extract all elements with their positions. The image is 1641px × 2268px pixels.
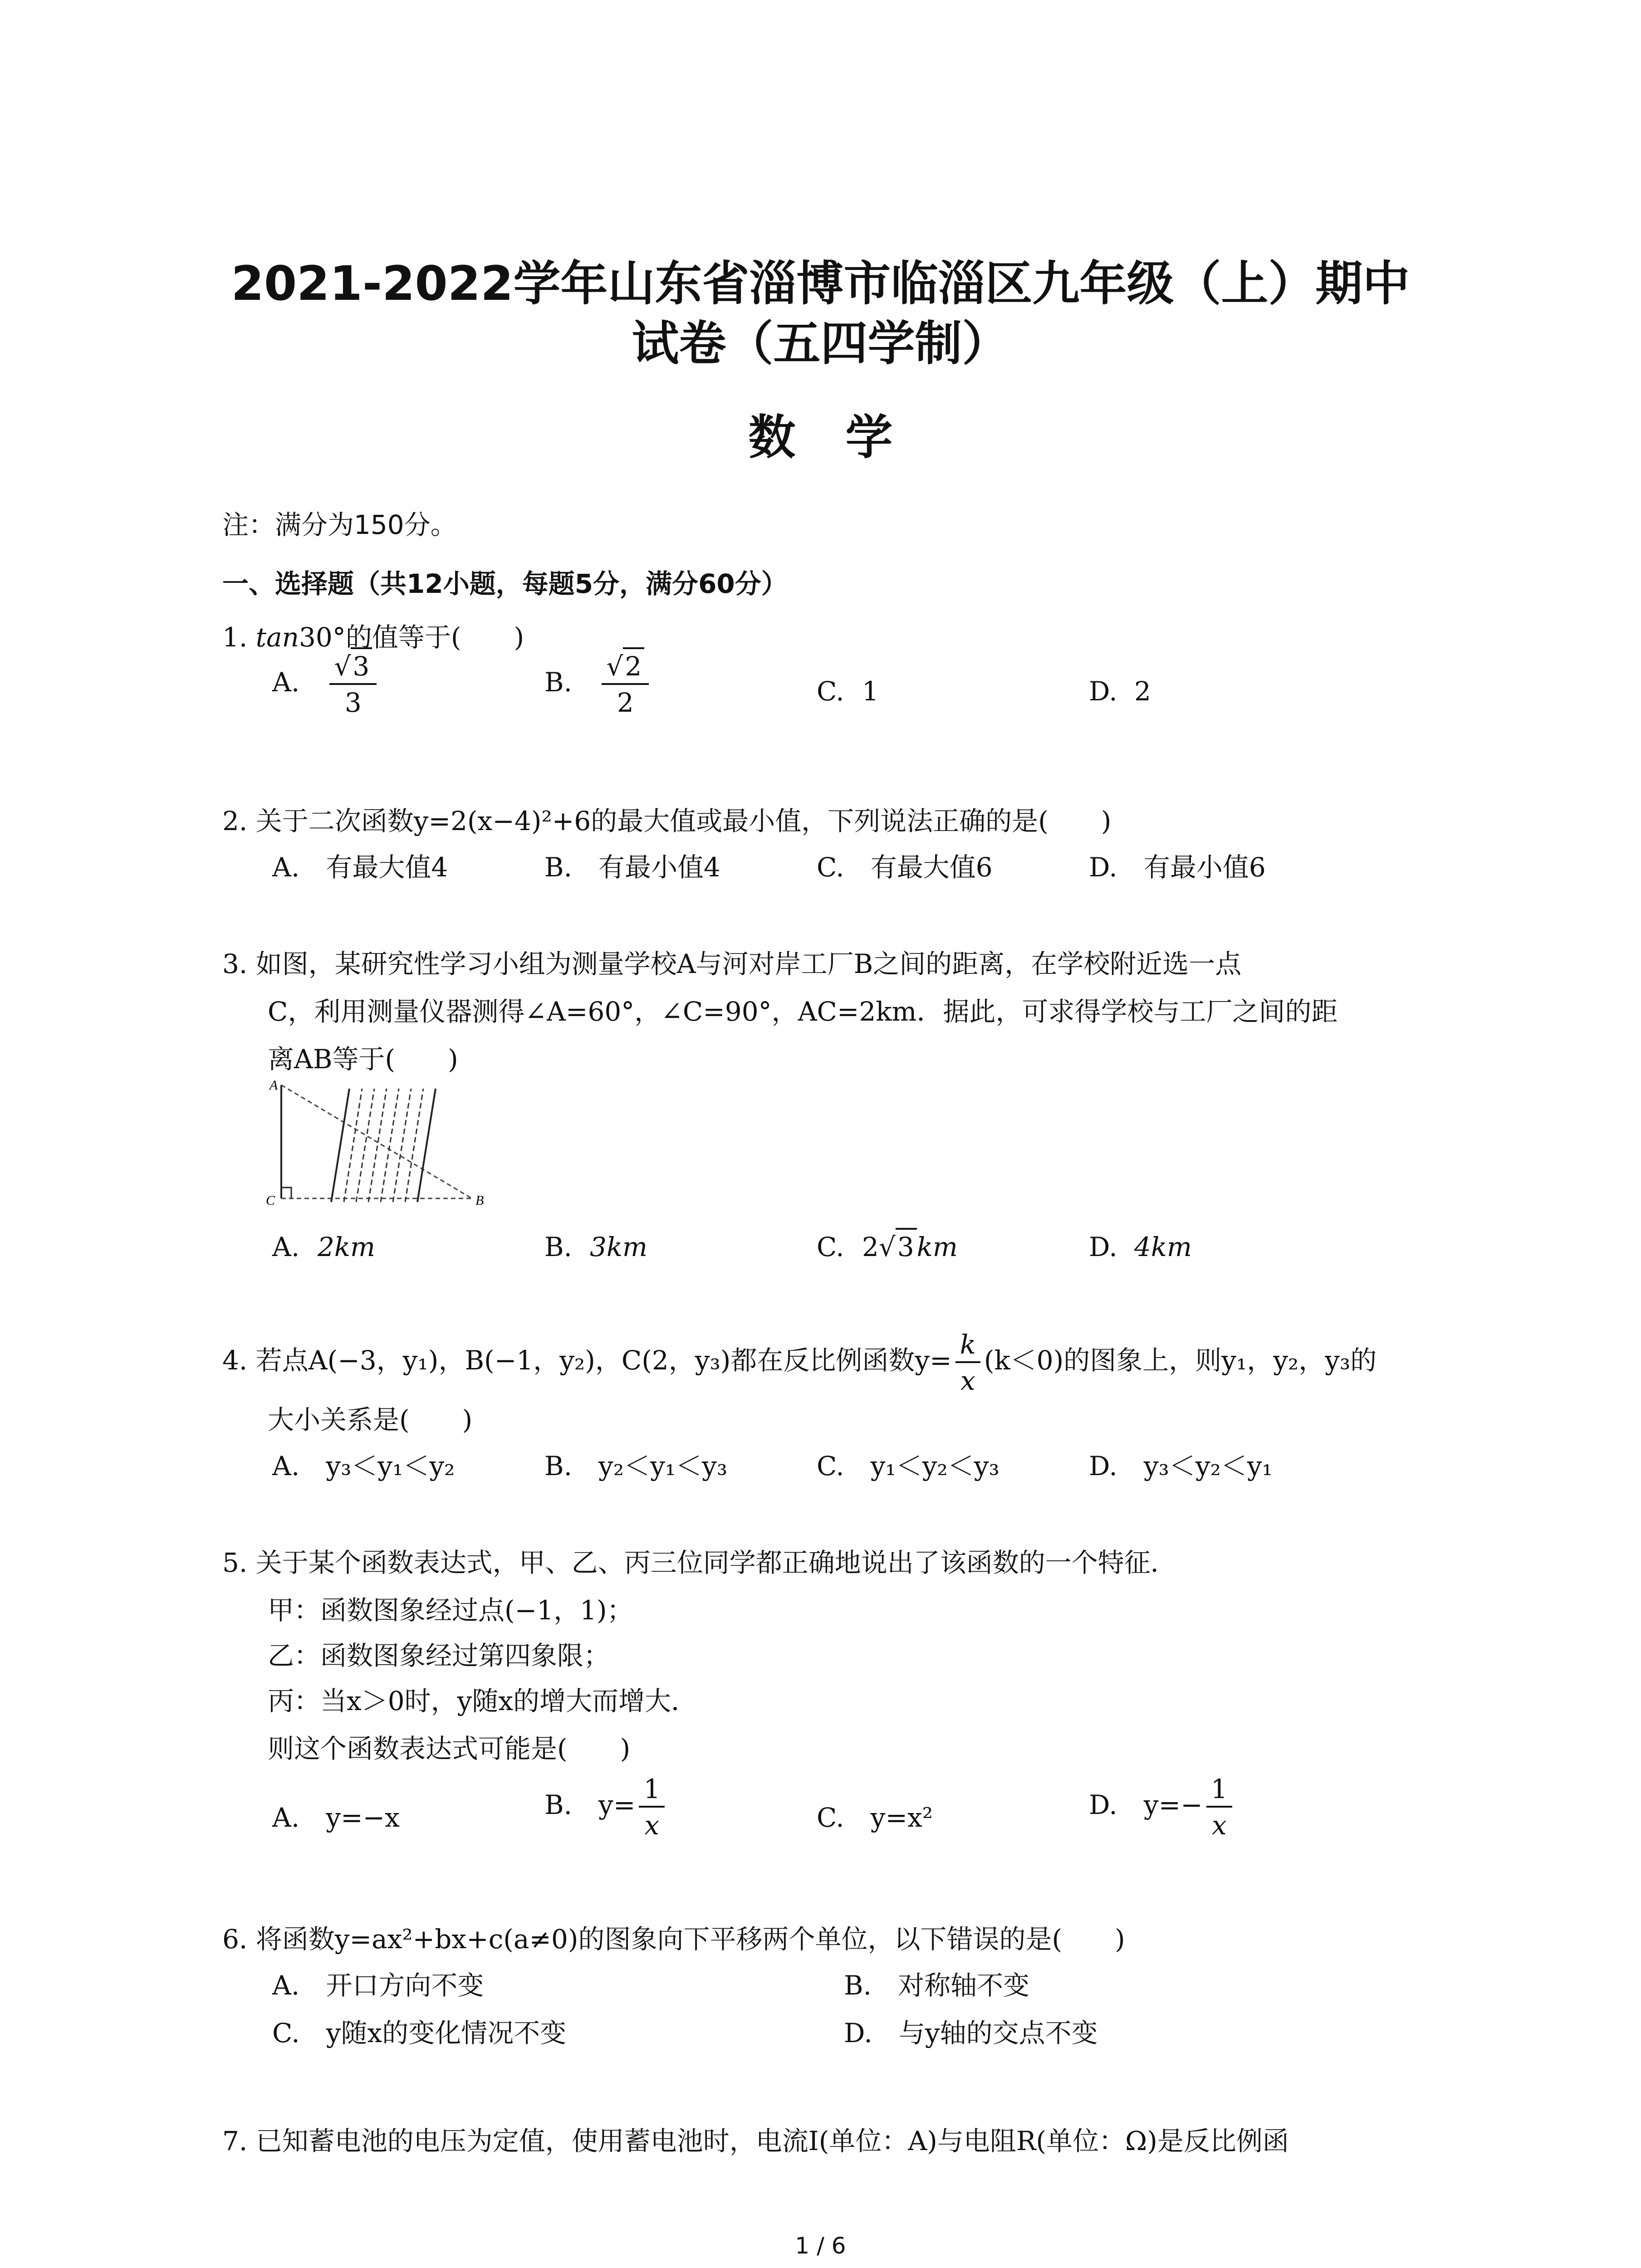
option-label: A.	[272, 667, 300, 698]
q1-option-a[interactable]	[272, 653, 380, 716]
radicand: 2	[623, 647, 644, 682]
denominator: 2	[617, 687, 634, 718]
fraction	[639, 1774, 665, 1841]
sqrt: √3	[879, 1232, 917, 1262]
numerator: 1	[1206, 1776, 1232, 1808]
q3-number: 3.	[222, 948, 248, 979]
option-value: 2	[1134, 676, 1151, 707]
question-3	[222, 941, 1447, 987]
q5-line3: 乙：函数图象经过第四象限；	[268, 1640, 610, 1671]
q5-option-d[interactable]	[1089, 1774, 1236, 1841]
q4-text-a: 若点A(−3，y₁)，B(−1，y₂)，C(2，y₃)都在反比例函数y=	[255, 1345, 952, 1376]
coefficient: 2	[862, 1232, 879, 1262]
q5-line1: 关于某个函数表达式，甲、乙、丙三位同学都正确地说出了该函数的一个特征．	[255, 1547, 1177, 1578]
fraction: $\frac{√2}{2}$	[602, 653, 649, 716]
q4-option-c[interactable]: C. y₁＜y₂＜y₃	[817, 1451, 999, 1481]
label-b: B	[475, 1193, 484, 1208]
q4-number: 4.	[222, 1345, 248, 1376]
doc-title-line2: 试卷（五四学制）	[632, 316, 1009, 371]
q3-line3: 离AB等于( )	[268, 1044, 458, 1075]
q3-option-b[interactable]	[544, 1232, 647, 1262]
q5-option-a[interactable]: A. y=−x	[272, 1802, 400, 1833]
q7-number: 7.	[222, 2126, 248, 2156]
numerator: k	[955, 1331, 980, 1363]
q2-option-d[interactable]: D. 有最小值6	[1089, 852, 1266, 883]
denominator: x	[644, 1810, 660, 1841]
fraction	[955, 1331, 980, 1394]
q1-tan: tan	[255, 622, 299, 653]
fraction	[1206, 1774, 1232, 1841]
q4-option-a[interactable]: A. y₃＜y₁＜y₂	[272, 1451, 455, 1481]
page-number: 1 / 6	[795, 2233, 846, 2259]
radicand: 3	[351, 647, 372, 682]
q5-line4: 丙：当x＞0时，y随x的增大而增大．	[268, 1686, 698, 1716]
option-value: 3km	[590, 1232, 648, 1262]
q3-option-d[interactable]	[1089, 1232, 1192, 1262]
q5-option-b[interactable]	[544, 1774, 668, 1841]
section-heading: 一、选择题（共12小题，每题5分，满分60分）	[222, 568, 788, 599]
label-c: C	[266, 1193, 275, 1208]
option-label: B.	[544, 1232, 573, 1262]
question-1	[222, 615, 1447, 660]
question-7	[222, 2118, 1470, 2164]
option-label: B. y=	[544, 1789, 636, 1821]
q2-option-b[interactable]: B. 有最小值4	[544, 852, 720, 883]
q4-line2: 大小关系是( )	[268, 1404, 473, 1435]
q6-number: 6.	[222, 1924, 248, 1955]
q2-number: 2.	[222, 806, 248, 836]
q1-option-c[interactable]	[817, 676, 879, 707]
q1-option-d[interactable]	[1089, 676, 1151, 707]
option-value: 2km	[318, 1232, 376, 1262]
q6-option-c[interactable]: C. y随x的变化情况不变	[272, 2018, 567, 2048]
q6-option-a[interactable]: A. 开口方向不变	[272, 1970, 484, 2001]
denominator: x	[1211, 1810, 1227, 1841]
label-a: A	[269, 1080, 278, 1093]
q5-line2: 甲：函数图象经过点(−1，1)；	[268, 1595, 633, 1626]
numerator: 1	[639, 1776, 665, 1808]
option-label: D.	[1089, 1232, 1117, 1262]
right-angle-mark	[281, 1188, 291, 1198]
side-ab	[281, 1085, 472, 1198]
option-label: C.	[817, 1232, 844, 1262]
radicand: 3	[896, 1228, 917, 1262]
q4-option-b[interactable]: B. y₂＜y₁＜y₃	[544, 1451, 728, 1481]
question-2	[222, 798, 1447, 844]
q3-option-a[interactable]	[272, 1232, 375, 1262]
q1-option-b[interactable]	[544, 653, 652, 716]
q3-line1: 如图，某研究性学习小组为测量学校A与河对岸工厂B之间的距离，在学校附近选一点	[255, 948, 1242, 979]
option-label: C.	[817, 676, 844, 707]
q6-option-d[interactable]: D. 与y轴的交点不变	[844, 2018, 1098, 2048]
fraction: $\frac{√3}{3}$	[329, 653, 377, 716]
score-note: 注：满分为150分。	[222, 509, 457, 540]
q6-text: 将函数y=ax²+bx+c(a≠0)的图象向下平移两个单位，以下错误的是( )	[255, 1924, 1125, 1955]
q5-option-c[interactable]: C. y=x²	[817, 1802, 933, 1833]
river-bank-left	[331, 1089, 349, 1202]
q3-option-c[interactable]	[817, 1232, 958, 1262]
q4-text-b: (k＜0)的图象上，则y₁，y₂，y₃的	[984, 1345, 1377, 1376]
q5-number: 5.	[222, 1547, 248, 1578]
question-6	[222, 1916, 1447, 1962]
q2-option-a[interactable]: A. 有最大值4	[272, 852, 448, 883]
option-value: 4km	[1134, 1232, 1192, 1262]
question-5	[222, 1540, 1447, 1585]
river-diagram	[263, 1080, 499, 1216]
option-label: D.	[1089, 676, 1117, 707]
q7-text: 已知蓄电池的电压为定值，使用蓄电池时，电流I(单位：A)与电阻R(单位：Ω)是反比例函	[255, 2126, 1289, 2156]
q2-option-c[interactable]: C. 有最大值6	[817, 852, 993, 883]
option-value: 1	[862, 676, 879, 707]
q6-option-b[interactable]: B. 对称轴不变	[844, 1970, 1030, 2001]
doc-title-line1: 2021-2022学年山东省淄博市临淄区九年级（上）期中	[231, 256, 1410, 311]
q1-text: 30°的值等于( )	[299, 622, 524, 653]
q1-number: 1.	[222, 622, 248, 653]
unit: km	[916, 1232, 958, 1262]
q2-text: 关于二次函数y=2(x−4)²+6的最大值或最小值，下列说法正确的是( )	[255, 806, 1112, 836]
subject-heading: 数学	[748, 410, 943, 465]
denominator: x	[960, 1365, 975, 1396]
q3-line2: C，利用测量仪器测得∠A=60°，∠C=90°，AC=2km．据此，可求得学校与工厂之间的距	[268, 996, 1338, 1027]
q5-line5: 则这个函数表达式可能是( )	[268, 1733, 631, 1764]
q4-option-d[interactable]: D. y₃＜y₂＜y₁	[1089, 1451, 1273, 1481]
option-label: B.	[544, 667, 573, 698]
option-label: D. y=−	[1089, 1789, 1203, 1821]
denominator: 3	[344, 687, 362, 718]
question-4	[222, 1331, 1470, 1394]
option-label: A.	[272, 1232, 300, 1262]
